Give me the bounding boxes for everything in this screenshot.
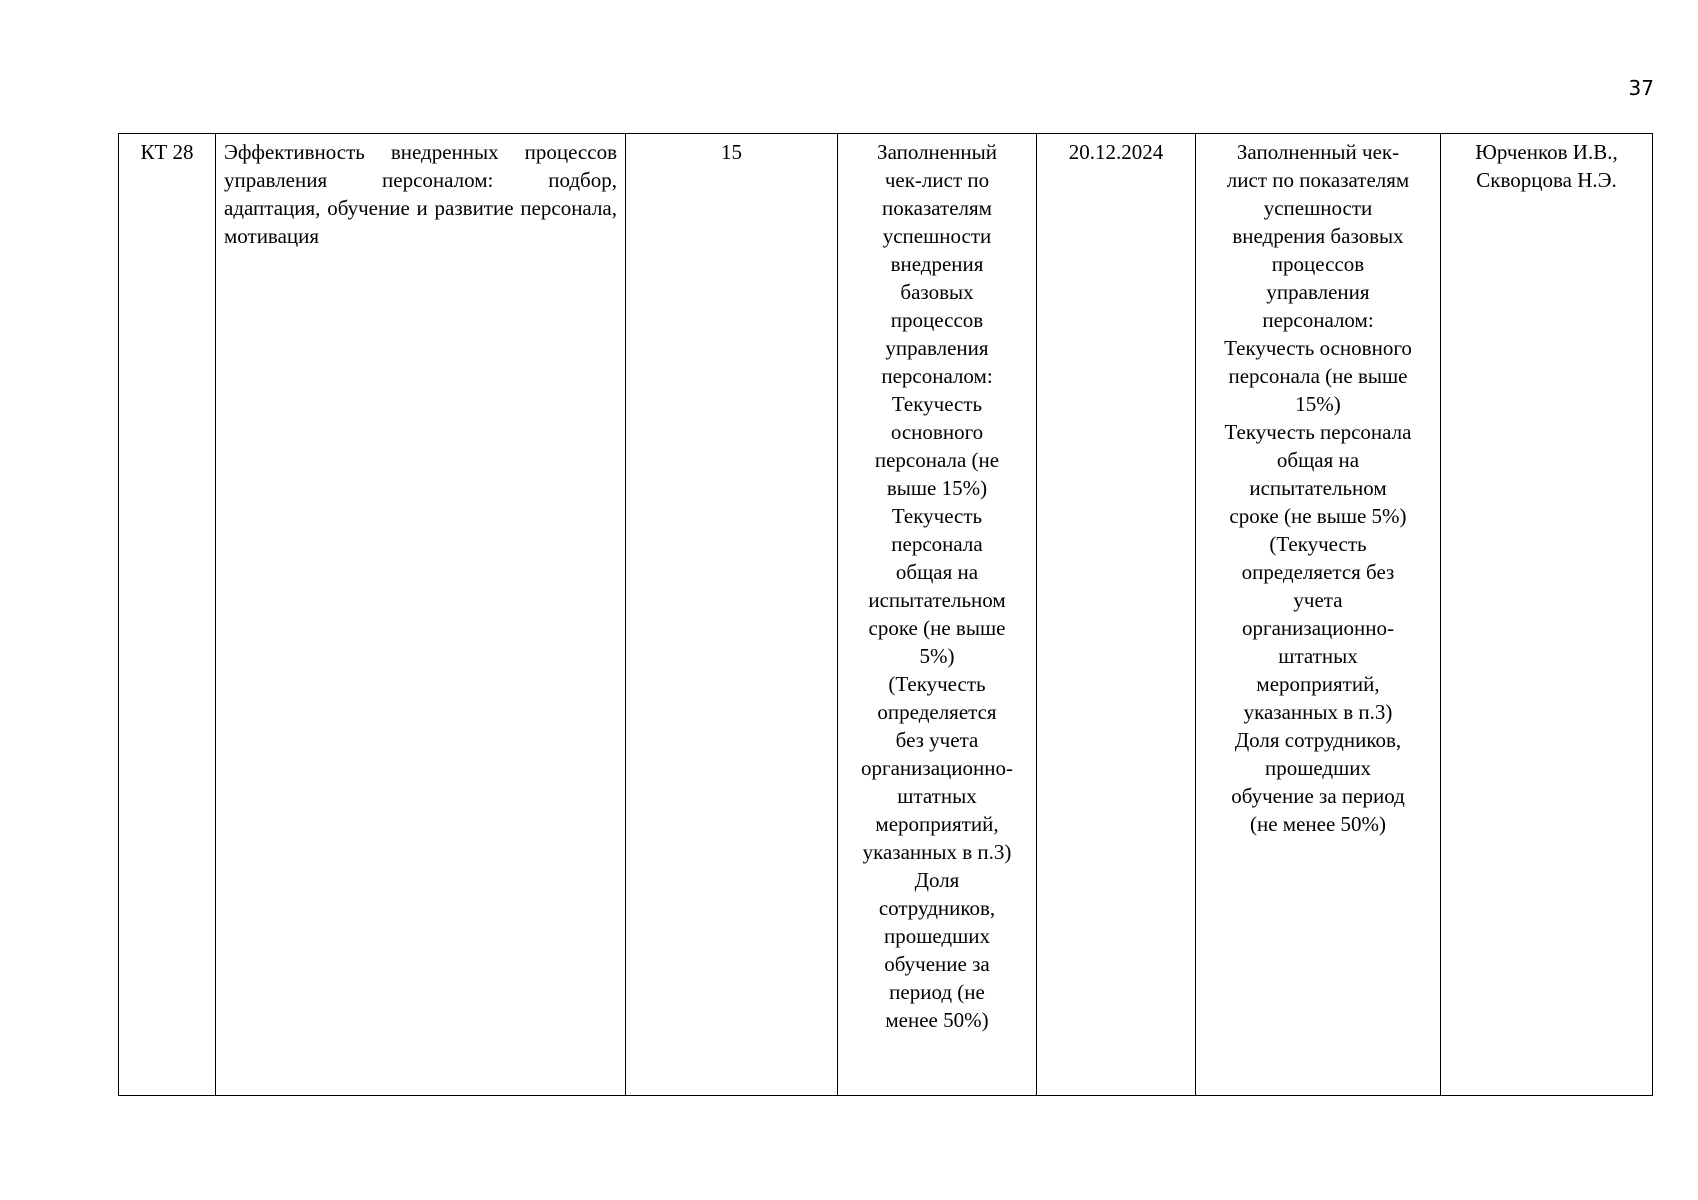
result-line: указанных в п.3) [862, 840, 1012, 864]
result-line: внедрения [890, 252, 984, 276]
cell-document [1196, 134, 1441, 1096]
result-line: Доля [914, 868, 960, 892]
result-line: сотрудников, [878, 896, 996, 920]
document-line: 15%) [1295, 392, 1341, 416]
result-line: Текучесть [891, 504, 983, 528]
responsible-line: Скворцова Н.Э. [1476, 168, 1617, 192]
document-line: Текучесть основного [1224, 336, 1412, 360]
document-line: персонала (не выше [1228, 364, 1408, 388]
document-line: лист по показателям [1226, 168, 1410, 192]
result-line: основного [890, 420, 984, 444]
result-line: менее 50%) [885, 1008, 989, 1032]
document-line: прошедших [1264, 756, 1372, 780]
document-line: (Текучесть [1269, 532, 1367, 556]
result-line: штатных [897, 784, 977, 808]
cell-description: Эффективность внедренных процессов управления персоналом: подбор, адаптация, обучение и развитие персонала, мотивация [216, 134, 626, 1096]
document-line: Заполненный чек- [1236, 140, 1400, 164]
document-line: внедрения базовых [1232, 224, 1404, 248]
result-line: мероприятий, [875, 812, 999, 836]
document-line: управления [1266, 280, 1370, 304]
document-line: общая на [1276, 448, 1360, 472]
result-line: общая на [895, 560, 979, 584]
result-line: успешности [882, 224, 992, 248]
cell-responsible [1441, 134, 1653, 1096]
document-line: организационно- [1242, 616, 1394, 640]
document-line: Доля сотрудников, [1234, 728, 1402, 752]
document-line: испытательном [1249, 476, 1387, 500]
document-line: персоналом: [1262, 308, 1374, 332]
result-line: Заполненный [877, 140, 997, 164]
document-line: обучение за период [1231, 784, 1405, 808]
result-line: базовых [900, 280, 974, 304]
document-line: мероприятий, [1256, 672, 1380, 696]
result-line: испытательном [868, 588, 1006, 612]
result-line: чек-лист по [884, 168, 990, 192]
result-line: без учета [895, 728, 979, 752]
result-line: сроке (не выше [868, 616, 1006, 640]
document-line: штатных [1278, 644, 1358, 668]
result-line: (Текучесть [888, 672, 986, 696]
document-line: учета [1293, 588, 1343, 612]
control-point-table [118, 133, 1653, 1096]
table-row [119, 134, 1653, 1096]
result-line: персоналом: [881, 364, 993, 388]
document-line: (не менее 50%) [1249, 812, 1387, 836]
document-line: указанных в п.3) [1243, 700, 1393, 724]
cell-result [838, 134, 1037, 1096]
document-line: успешности [1263, 196, 1373, 220]
result-line: Текучесть [891, 392, 983, 416]
result-line: организационно- [861, 756, 1013, 780]
result-line: персонала (не [874, 448, 1000, 472]
document-line: Текучесть персонала [1224, 420, 1412, 444]
result-line: показателям [882, 196, 992, 220]
result-line: обучение за [884, 952, 990, 976]
result-line: управления [885, 336, 989, 360]
cell-code: КТ 28 [119, 134, 216, 1096]
result-line: выше 15%) [886, 476, 988, 500]
result-line: период (не [889, 980, 985, 1004]
result-line: 5%) [919, 644, 955, 668]
result-line: процессов [890, 308, 984, 332]
result-line: прошедших [883, 924, 991, 948]
result-line: персонала [891, 532, 983, 556]
result-line: определяется [877, 700, 997, 724]
cell-weight: 15 [626, 134, 838, 1096]
page-number: 37 [1628, 76, 1654, 100]
responsible-line: Юрченков И.В., [1475, 140, 1618, 164]
document-line: определяется без [1241, 560, 1395, 584]
document-line: процессов [1271, 252, 1365, 276]
document-line: сроке (не выше 5%) [1229, 504, 1407, 528]
cell-date: 20.12.2024 [1037, 134, 1196, 1096]
